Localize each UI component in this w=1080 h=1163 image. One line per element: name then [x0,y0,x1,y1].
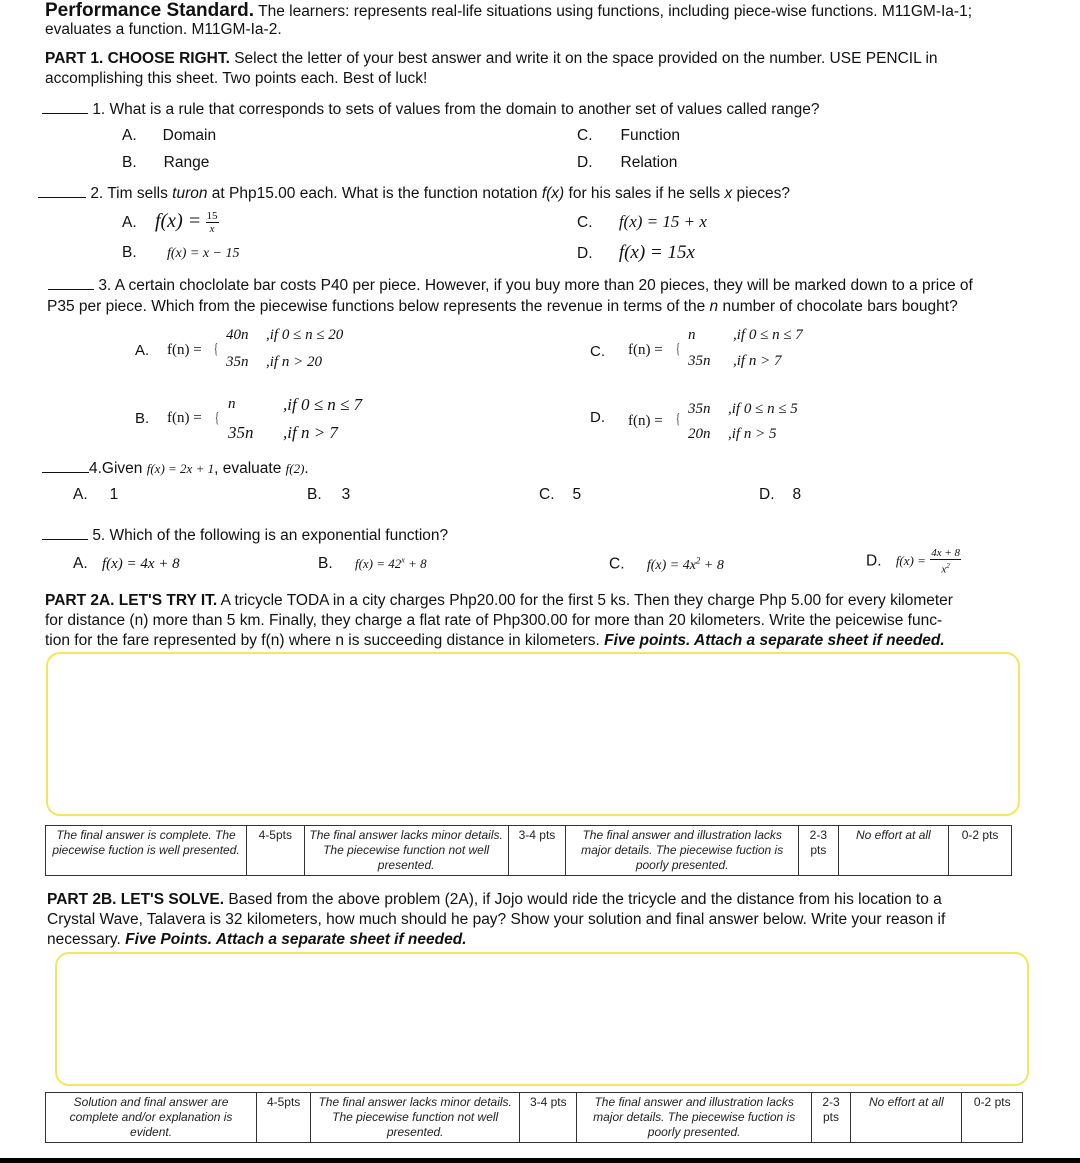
answer-blank-5[interactable] [42,527,88,540]
q1-option-a: A. Domain [122,127,217,144]
part2b-line3: necessary. Five Points. Attach a separate sheet if needed. [47,931,467,948]
part2a-instructions: PART 2A. LET'S TRY IT. A tricycle TODA in a city charges Php20.00 for the first 5 ks. Then they charge Php 5.00 for every kilometer [45,592,953,609]
q5-option-d: D. f(x) = $\frac{4x + 8}{x^2}$ [866,547,960,576]
question-1: 1. What is a rule that corresponds to sets of values from the domain to another set of values called range? [42,101,820,119]
rubric-desc: No effort at all [851,1093,962,1143]
q1-option-b: B. Range [122,154,210,171]
page-bottom-border [0,1158,1080,1163]
part2a-line3: tion for the fare represented by f(n) where n is succeeding distance in kilometers. Five points. Attach a separate sheet if needed. [45,632,945,649]
rubric-desc: The final answer lacks minor details. The piecewise function not well presented. [304,826,508,876]
question-4: 4.Given f(x) = 2x + 1, evaluate f(2). [42,460,309,478]
q3-option-d: D. f(n) = { 35n ,if 0 ≤ n ≤ 5 20n ,if n > 5 [590,401,798,442]
rubric-desc: No effort at all [838,826,949,876]
answer-blank-4[interactable] [42,460,89,473]
q5-option-a: A. f(x) = 4x + 8 [73,555,180,572]
q4-option-c: C. 5 [539,486,582,503]
question-3: 3. A certain choclolate bar costs P40 per piece. However, if you buy more than 20 pieces, they will be marked down to a price of [48,277,973,295]
part2a-line2: for distance (n) more than 5 km. Finally, they charge a flat rate of Php300.00 for more than 20 kilometers. Write the peicewise func- [45,612,943,629]
rubric-pts: 3-4 pts [520,1093,577,1143]
q3-option-a: A. f(n) = { 40n ,if 0 ≤ n ≤ 20 35n ,if n > 20 [135,327,344,370]
rubric-pts: 4-5pts [257,1093,311,1143]
answer-box-2a[interactable] [46,652,1020,816]
rubric-pts: 2-3 pts [811,1093,850,1143]
q4-option-d: D. 8 [759,486,802,503]
question-3-line2: P35 per piece. Which from the piecewise functions below represents the revenue in terms of the n number of chocolate bars bought? [47,298,958,315]
answer-blank-3[interactable] [48,277,94,290]
part1-instructions: PART 1. CHOOSE RIGHT. Select the letter of your best answer and write it on the space provided on the number. USE PENCIL in [45,50,938,67]
part2b-line2: Crystal Wave, Talavera is 32 kilometers, how much should he pay? Show your solution and final answer below. Write your reason if [47,911,946,928]
q4-option-b: B. 3 [307,486,351,503]
performance-standard: Performance Standard. The learners: represents real-life situations using functions, including piece-wise functions. M11GM-Ia-1; [45,0,973,21]
q2-option-b: B. f(x) = x − 15 [122,244,240,261]
q1-option-d: D. Relation [577,154,678,171]
rubric-2a [45,825,1012,876]
rubric-2b [45,1092,1023,1143]
rubric-pts: 3-4 pts [508,826,565,876]
q4-option-a: A. 1 [73,486,119,503]
rubric-desc: The final answer and illustration lacks major details. The piecewise fuction is poorly presented. [566,826,799,876]
rubric-pts: 4-5pts [247,826,304,876]
part2b-instructions: PART 2B. LET'S SOLVE. Based from the above problem (2A), if Jojo would ride the tricycle and the distance from his location to a [47,891,942,908]
q5-option-b: B. $f(x) = 42^x + 8$ [318,555,427,572]
q2-option-c: C. f(x) = 15 + x [577,212,707,231]
rubric-desc: The final answer and illustration lacks major details. The piecewise fuction is poorly presented. [577,1093,811,1143]
q1-option-c: C. Function [577,127,680,144]
q3-option-b: B. f(n) = { n ,if 0 ≤ n ≤ 7 35n ,if n > 7 [135,395,363,442]
rubric-pts: 0-2 pts [949,826,1012,876]
q2-option-a: A. f(x) = $\frac{15}{x}$ [122,210,218,236]
performance-standard-line2: evaluates a function. M11GM-Ia-2. [45,21,282,38]
q3-option-c: C. f(n) = { n ,if 0 ≤ n ≤ 7 35n ,if n > 7 [590,327,803,369]
rubric-desc: Solution and final answer are complete and/or explanation is evident. [46,1093,257,1143]
question-5: 5. Which of the following is an exponential function? [42,527,448,545]
rubric-desc: The final answer is complete. The piecewise fuction is well presented. [46,826,247,876]
q5-option-c: C. $f(x) = 4x^2 + 8$ [609,555,724,573]
rubric-pts: 0-2 pts [962,1093,1023,1143]
rubric-desc: The final answer lacks minor details. The piecewise function not well presented. [311,1093,520,1143]
part1-instructions-line2: accomplishing this sheet. Two points each. Best of luck! [45,70,428,87]
q2-option-d: D. f(x) = 15x [577,242,695,263]
rubric-pts: 2-3 pts [799,826,838,876]
answer-blank-1[interactable] [42,101,88,114]
question-2: 2. Tim sells turon at Php15.00 each. What is the function notation f(x) for his sales if he sells x pieces? [38,185,790,203]
answer-box-2b[interactable] [55,952,1029,1086]
answer-blank-2[interactable] [38,185,86,198]
